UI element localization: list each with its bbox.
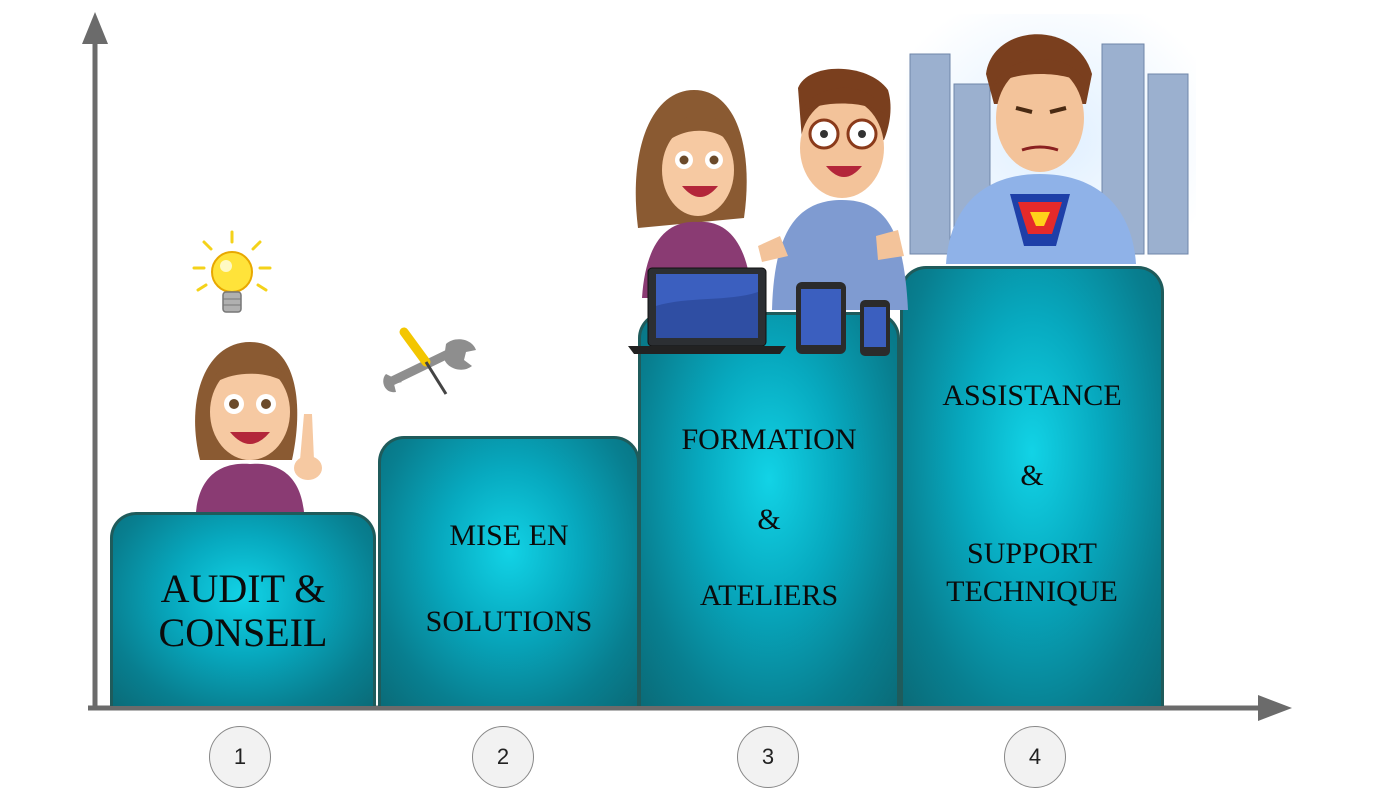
light-bulb-icon [190, 230, 274, 326]
step-3-line-2: & [757, 503, 781, 536]
superhero-icon [906, 14, 1196, 264]
step-3-line-1: FORMATION [681, 423, 857, 456]
step-4-line-2: & [1020, 459, 1044, 492]
devices-group [628, 262, 898, 358]
step-3-line-3: ATELIERS [699, 579, 839, 612]
step-audit-conseil [110, 512, 376, 706]
step-mise-en-solutions [378, 436, 640, 706]
laptop-icon [628, 268, 786, 354]
woman-avatar-1 [180, 340, 320, 512]
tools-icon [382, 322, 482, 398]
step-number-4: 4 [1004, 726, 1066, 788]
step-1-line-1: AUDIT & [160, 566, 326, 611]
tablet-icon [796, 282, 846, 354]
step-number-2: 2 [472, 726, 534, 788]
x-axis-arrow [1258, 695, 1292, 721]
step-number-1: 1 [209, 726, 271, 788]
step-number-3: 3 [737, 726, 799, 788]
phone-icon [860, 300, 890, 356]
step-4-line-3: SUPPORT [967, 537, 1097, 570]
step-2-line-1: MISE EN [449, 519, 569, 552]
step-4-line-1: ASSISTANCE [942, 379, 1122, 412]
step-assistance-support [900, 266, 1164, 706]
y-axis-arrow [82, 12, 108, 44]
step-2-line-2: SOLUTIONS [425, 605, 593, 638]
step-formation-ateliers [638, 312, 900, 706]
step-4-line-4: TECHNIQUE [946, 575, 1118, 608]
step-1-line-2: CONSEIL [158, 610, 328, 655]
